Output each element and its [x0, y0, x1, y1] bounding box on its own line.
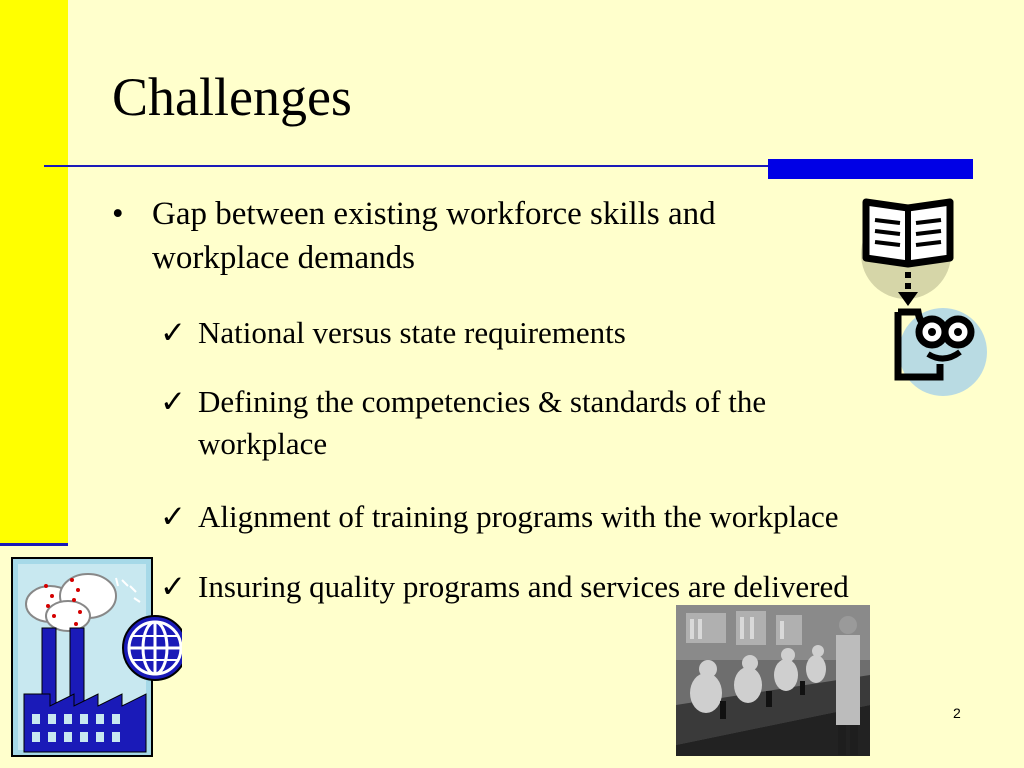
check-icon: ✓ [160, 569, 186, 604]
page-number: 2 [953, 705, 961, 721]
subpoint-text: Alignment of training programs with the workplace [198, 499, 839, 534]
bullet-marker: • [112, 196, 124, 232]
check-icon: ✓ [160, 315, 186, 350]
subpoint-text: Insuring quality programs and services are delivered [198, 569, 849, 604]
slide-title: Challenges [112, 67, 352, 127]
left-accent-bar [0, 0, 68, 545]
laboratory-workers-photo [676, 605, 870, 756]
title-rule-block [768, 159, 973, 179]
title-rule-line [44, 165, 774, 167]
main-bullet [112, 192, 852, 280]
subpoint-3 [160, 496, 980, 538]
subpoint-1 [160, 312, 720, 354]
left-accent-bar-edge [0, 543, 68, 546]
factory-globe-clipart-icon [10, 556, 182, 760]
subpoint-4 [160, 566, 850, 608]
check-icon: ✓ [160, 384, 186, 419]
check-icon: ✓ [160, 499, 186, 534]
book-reader-clipart-icon [858, 192, 992, 402]
subpoint-text: Defining the competencies & standards of the workplace [198, 384, 767, 461]
subpoint-2 [160, 381, 890, 465]
subpoint-text: National versus state requirements [198, 315, 626, 350]
main-bullet-text: Gap between existing workforce skills and workplace demands [152, 196, 716, 276]
